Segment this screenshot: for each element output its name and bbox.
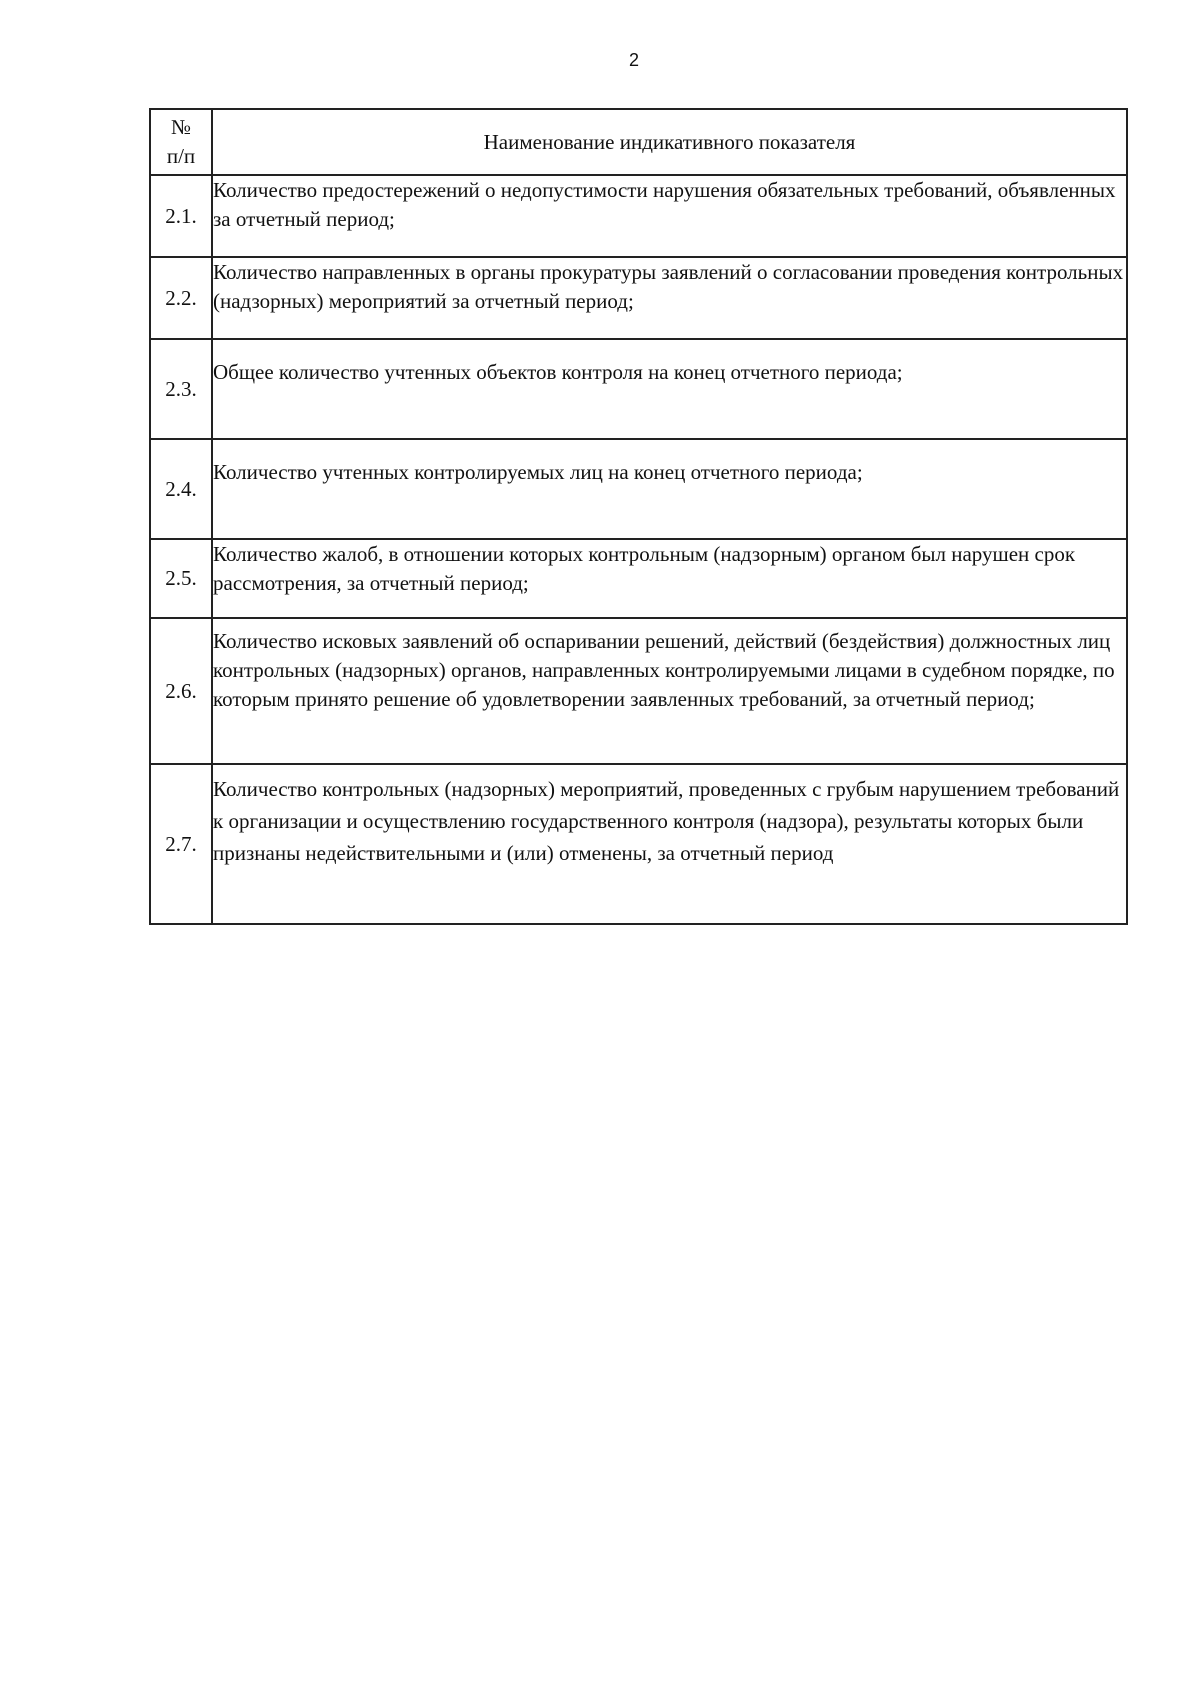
column-header-number — [150, 109, 212, 175]
row-number: 2.7. — [150, 764, 212, 924]
number-sign: № — [170, 115, 192, 139]
table-row — [150, 439, 1127, 539]
row-indicator-text: Количество направленных в органы прокуратуры заявлений о согласовании проведения контрольных (надзорных) мероприятий за отчетный период; — [212, 257, 1127, 339]
table-row — [150, 339, 1127, 439]
row-number: 2.1. — [150, 175, 212, 257]
table-row — [150, 175, 1127, 257]
table-row — [150, 539, 1127, 618]
row-number: 2.6. — [150, 618, 212, 764]
table-row — [150, 618, 1127, 764]
table-header-row — [150, 109, 1127, 175]
indicators-table — [149, 108, 1128, 925]
row-indicator-text: Количество учтенных контролируемых лиц на конец отчетного периода; — [212, 439, 1127, 539]
number-abbrev: п/п — [166, 144, 196, 168]
column-header-name: Наименование индикативного показателя — [212, 109, 1127, 175]
row-indicator-text: Количество исковых заявлений об оспаривании решений, действий (бездействия) должностных лиц контрольных (надзорных) органов, направленных контролируемыми лицами в судебном порядке, по которым принято решение об удовлетворении заявленных требований, за отчетный период; — [212, 618, 1127, 764]
row-indicator-text: Количество жалоб, в отношении которых контрольным (надзорным) органом был нарушен срок рассмотрения, за отчетный период; — [212, 539, 1127, 618]
table-row — [150, 257, 1127, 339]
table-row — [150, 764, 1127, 924]
row-number: 2.2. — [150, 257, 212, 339]
row-number: 2.3. — [150, 339, 212, 439]
row-number: 2.4. — [150, 439, 212, 539]
page-number: 2 — [628, 50, 639, 70]
row-indicator-text: Общее количество учтенных объектов контроля на конец отчетного периода; — [212, 339, 1127, 439]
row-indicator-text: Количество предостережений о недопустимости нарушения обязательных требований, объявленных за отчетный период; — [212, 175, 1127, 257]
row-indicator-text: Количество контрольных (надзорных) мероприятий, проведенных с грубым нарушением требований к организации и осуществлению государственного контроля (надзора), результаты которых были признаны недействительными и (или) отменены, за отчетный период — [212, 764, 1127, 924]
row-number: 2.5. — [150, 539, 212, 618]
